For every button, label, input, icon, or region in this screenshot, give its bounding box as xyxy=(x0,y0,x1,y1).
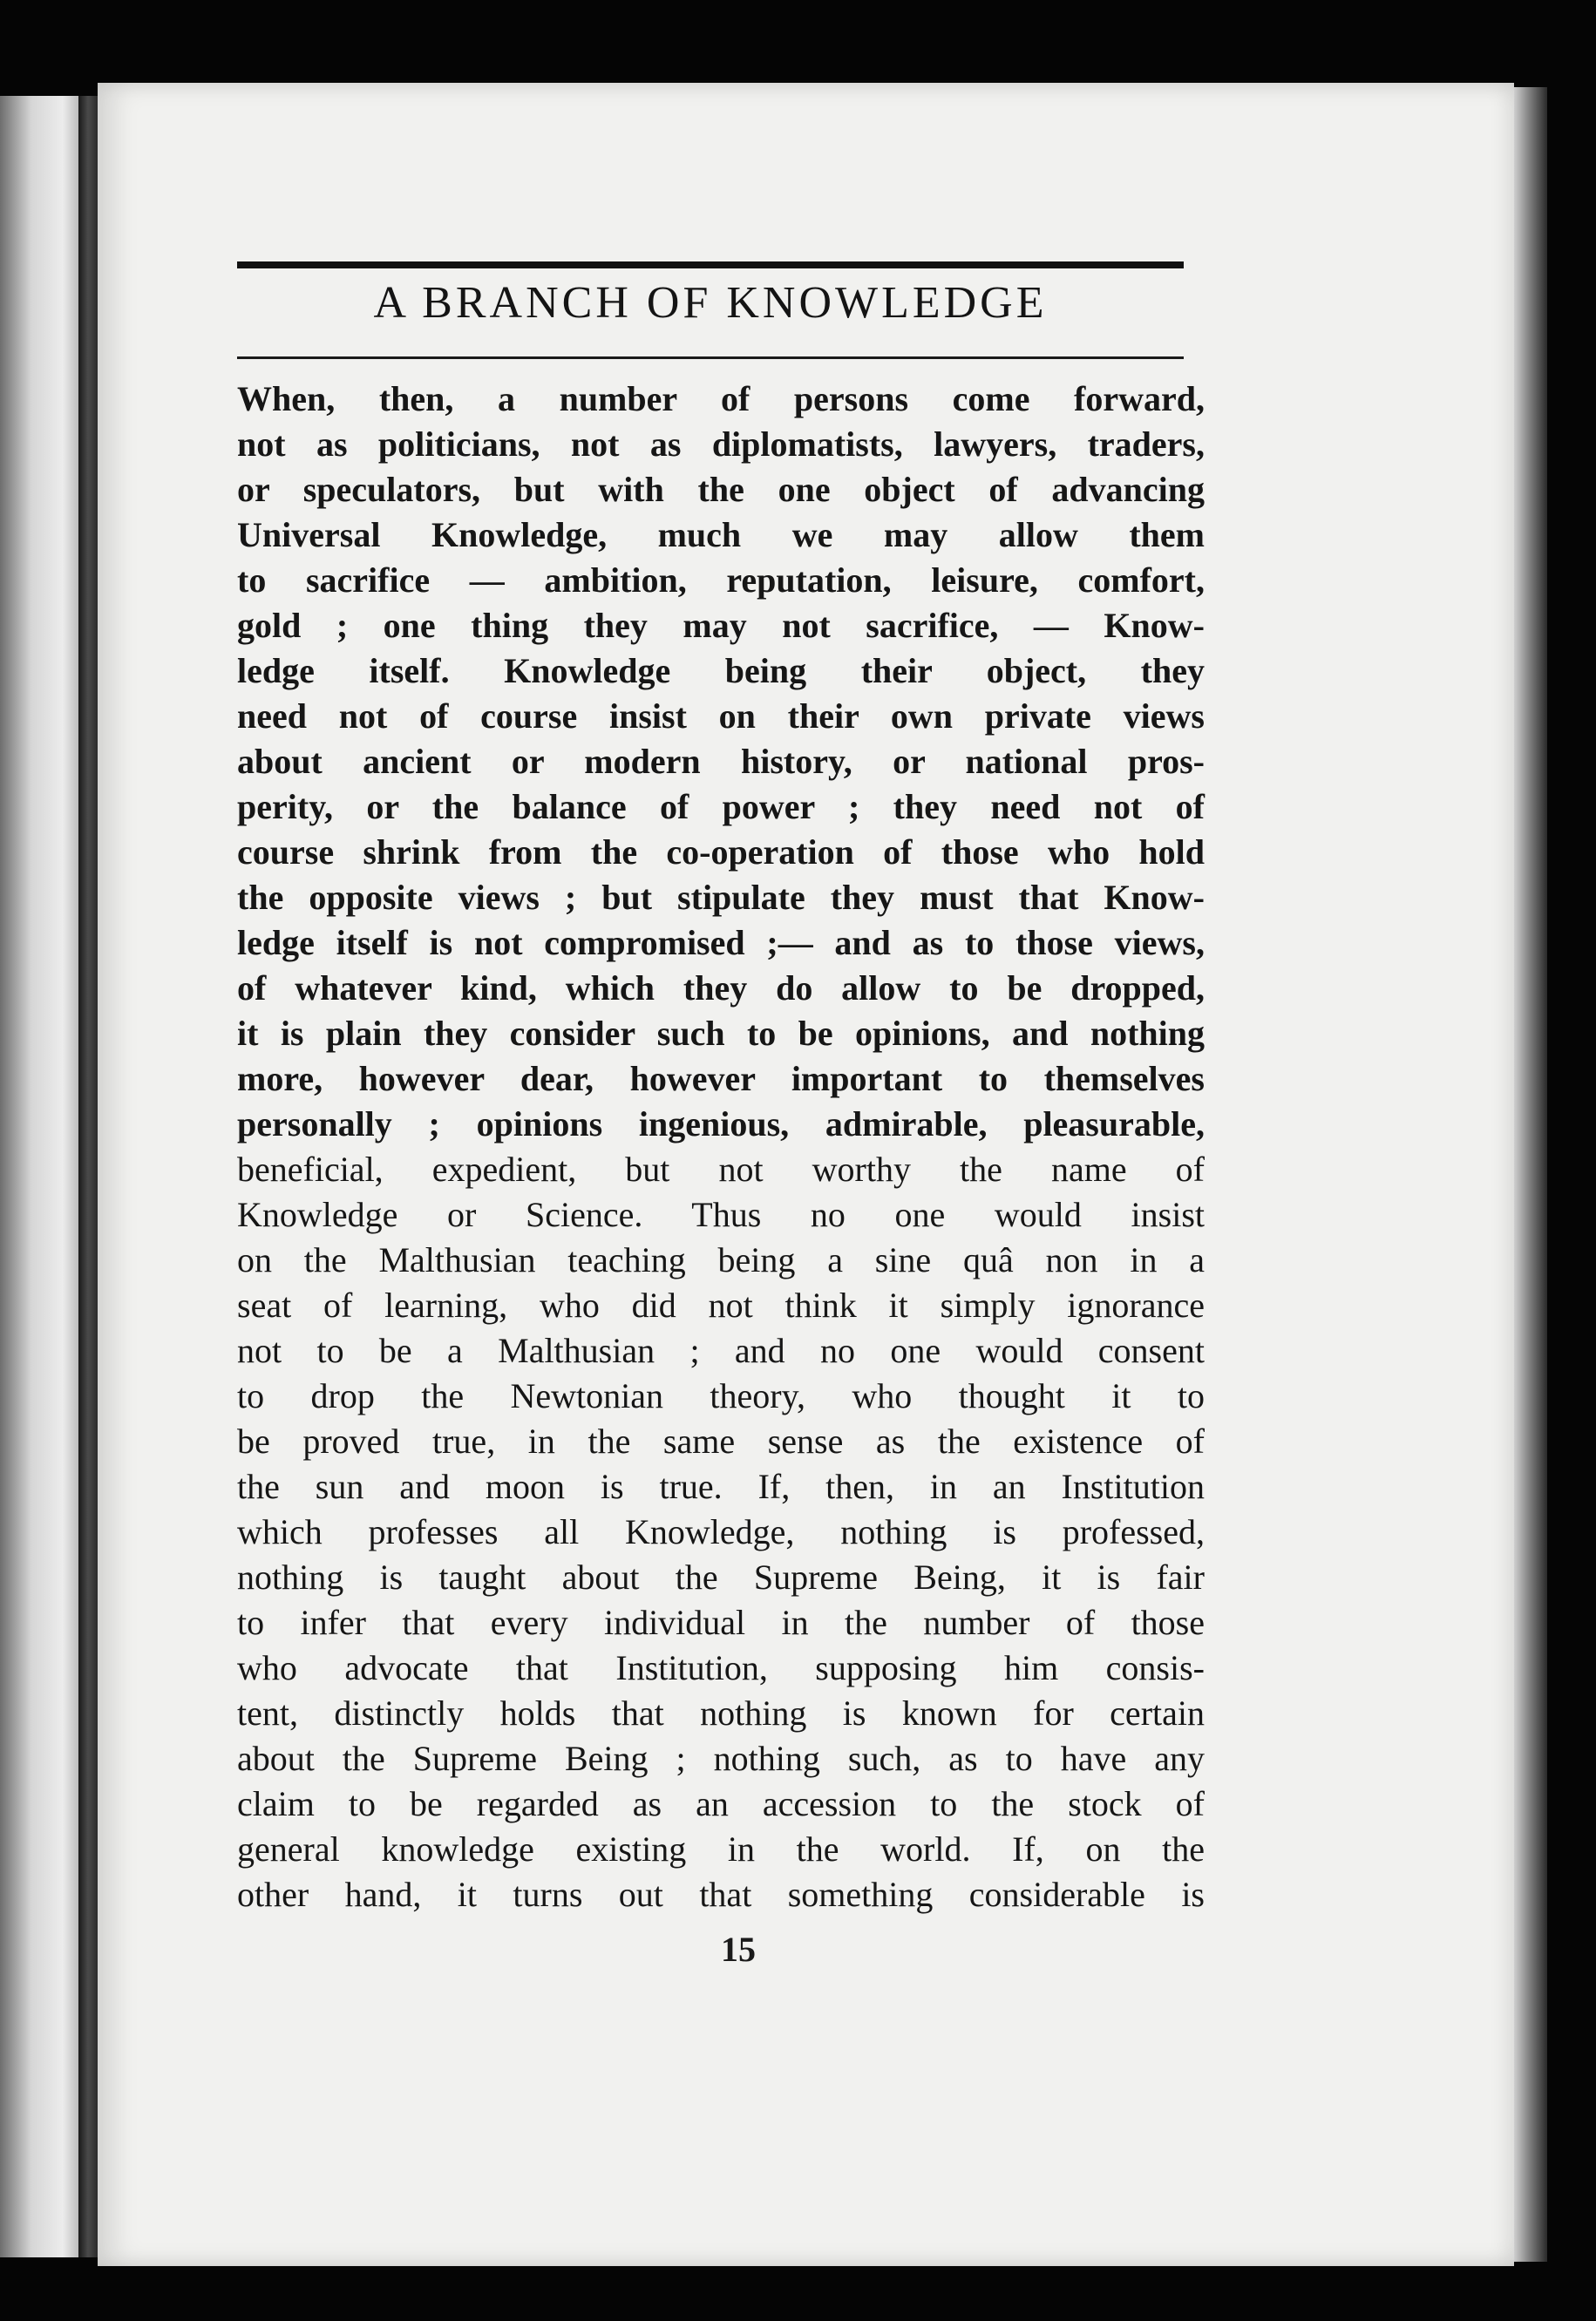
text-line: general knowledge existing in the world. If, on the xyxy=(237,1829,1205,1869)
right-page-edge xyxy=(1514,87,1547,2262)
page-number: 15 xyxy=(721,1930,756,1969)
text-line: course shrink from the co-operation of those who hold xyxy=(237,832,1205,872)
chapter-title: A BRANCH OF KNOWLEDGE xyxy=(373,278,1048,328)
text-line: more, however dear, however important to themselves xyxy=(237,1059,1205,1098)
text-line: who advocate that Institution, supposing him consis- xyxy=(237,1648,1205,1687)
text-line: it is plain they consider such to be opinions, and nothing xyxy=(237,1014,1205,1053)
left-page-edge xyxy=(0,96,78,2257)
text-line: to sacrifice — ambition, reputation, leisure, comfort, xyxy=(237,560,1205,600)
text-line: gold ; one thing they may not sacrifice, — Know- xyxy=(237,606,1205,645)
header-rule-bottom xyxy=(237,356,1184,359)
text-line: other hand, it turns out that something considerable is xyxy=(237,1875,1205,1914)
header-rule-top xyxy=(237,261,1184,268)
text-line: or speculators, but with the one object of advancing xyxy=(237,470,1205,509)
text-line: which professes all Knowledge, nothing is professed, xyxy=(237,1512,1205,1551)
text-line: to drop the Newtonian theory, who thought it to xyxy=(237,1376,1205,1415)
text-line: of whatever kind, which they do allow to be dropped, xyxy=(237,968,1205,1008)
text-line: tent, distinctly holds that nothing is known for certain xyxy=(237,1693,1205,1733)
text-line: personally ; opinions ingenious, admirable, pleasurable, xyxy=(237,1104,1205,1144)
text-line: perity, or the balance of power ; they need not of xyxy=(237,787,1205,826)
text-line: beneficial, expedient, but not worthy the name of xyxy=(237,1150,1205,1189)
text-line: about ancient or modern history, or national pros- xyxy=(237,742,1205,781)
text-line: seat of learning, who did not think it simply ignorance xyxy=(237,1286,1205,1325)
text-line: need not of course insist on their own private views xyxy=(237,696,1205,736)
text-line: Universal Knowledge, much we may allow them xyxy=(237,515,1205,554)
text-line: Knowledge or Science. Thus no one would insist xyxy=(237,1195,1205,1234)
text-line: ledge itself. Knowledge being their object, they xyxy=(237,651,1205,690)
text-line: the sun and moon is true. If, then, in an Institution xyxy=(237,1467,1205,1506)
text-line: nothing is taught about the Supreme Being, it is fair xyxy=(237,1558,1205,1597)
text-line: be proved true, in the same sense as the existence of xyxy=(237,1422,1205,1461)
body-text xyxy=(237,377,1205,1917)
text-line: about the Supreme Being ; nothing such, as to have any xyxy=(237,1739,1205,1778)
book-gutter xyxy=(78,96,98,2257)
text-line: on the Malthusian teaching being a sine quâ non in a xyxy=(237,1240,1205,1279)
text-line: to infer that every individual in the number of those xyxy=(237,1603,1205,1642)
text-line: ledge itself is not compromised ;— and as to those views, xyxy=(237,923,1205,962)
text-line: claim to be regarded as an accession to the stock of xyxy=(237,1784,1205,1823)
text-line: When, then, a number of persons come forward, xyxy=(237,379,1205,418)
text-line: not as politicians, not as diplomatists, lawyers, traders, xyxy=(237,424,1205,464)
text-line: the opposite views ; but stipulate they must that Know- xyxy=(237,878,1205,917)
text-line: not to be a Malthusian ; and no one would consent xyxy=(237,1331,1205,1370)
